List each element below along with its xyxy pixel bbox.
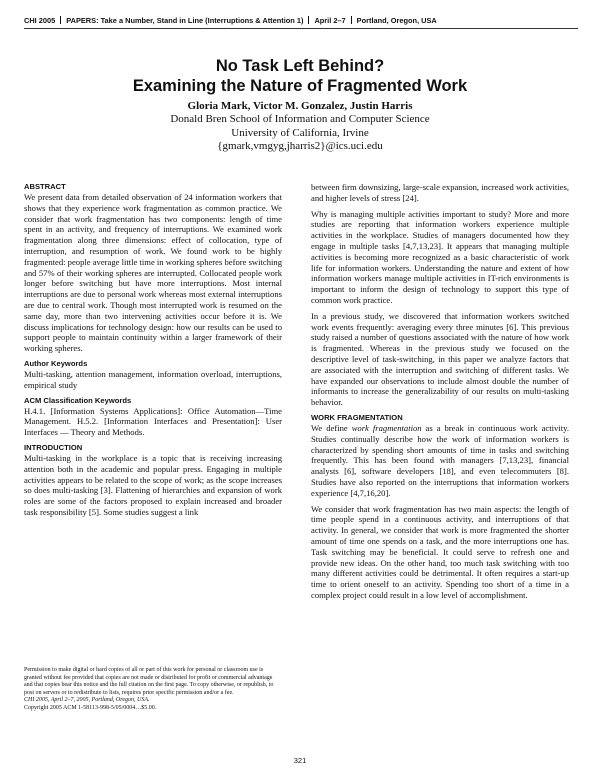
intro-text: Multi-tasking in the workplace is a topic that is receiving increasing attention both in the academic and popular press. Engaging in multiple activities appears to be related to the scope of work; as the scope increases so does multi-tasking [3]. Flattening of hierarchies and expansion of work roles are some of the factors proposed to explain increased and broader task responsibility [5]. Some studies suggest a link xyxy=(24,452,282,517)
keywords-heading: Author Keywords xyxy=(24,358,88,368)
header-section: PAPERS: Take a Number, Stand in Line (Interruptions & Attention 1) xyxy=(66,16,304,25)
page-number: 321 xyxy=(293,756,307,765)
header-separator xyxy=(60,16,61,24)
author-university: University of California, Irvine xyxy=(231,126,369,139)
author-school: Donald Bren School of Information and Computer Science xyxy=(170,113,430,126)
keywords-text: Multi-tasking, attention management, information overload, interruptions, empirical study xyxy=(24,368,282,390)
copyright-line: Copyright 2005 ACM 1-58113-998-5/05/0004…$5.00. xyxy=(24,704,157,711)
abstract-text: We present data from detailed observation of 24 information workers that shows that they experience work fragmentation as common practice. We consider that work fragmentation has two components: length of time spent in an activity, and frequency of interruptions. We examined work fragmentation along three dimensions: effect of collocation, type of interruption, and resumption of work. We found work to be highly fragmented: people average little time in working spheres before switching and 57% of their working spheres are interrupted. Collocated people work longer before switching but have more interruptions. Most internal interruptions are due to personal work whereas most external interruptions are due to central work. Though most interrupted work is resumed on the same day, more than two intervening activities occur before it is. We discuss implications for technology design: how our results can be used to support people to maintain continuity within a larger framework of their working spheres. xyxy=(24,192,282,354)
intro-heading: INTRODUCTION xyxy=(24,442,83,452)
header-conference: CHI 2005 xyxy=(24,16,56,25)
acm-heading: ACM Classification Keywords xyxy=(24,395,132,405)
author-names: Gloria Mark, Victor M. Gonzalez, Justin Harris xyxy=(187,100,413,112)
text-run: We define xyxy=(311,422,352,433)
paragraph: We consider that work fragmentation has two main aspects: the length of time people spend in a continuous activity, and interruptions of that activity. In general, we consider that work is more fragmented the shorter amount of time one spends on a task, and the more interruptions one has. Task switching may be beneficial. It could serve to refresh one and provide new ideas. On the other hand, too much task switching with too many different activities could be detrimental. It often requires a start-up time to orient oneself to an activity. Spending too short of a time in a complex project could result in a low level of accomplishment. xyxy=(311,503,569,600)
right-column xyxy=(311,182,569,606)
acm-text: H.4.1. [Information Systems Applications]: Office Automation—Time Management. H.5.2. [Information Interfaces and Presentation]: User Interfaces — Theory and Methods. xyxy=(24,405,282,438)
abstract-heading: ABSTRACT xyxy=(24,182,66,191)
header-separator xyxy=(308,16,309,24)
paper-title-line-1: No Task Left Behind? xyxy=(215,57,385,75)
header-rule xyxy=(24,28,578,29)
header-location: Portland, Oregon, USA xyxy=(356,16,437,25)
emphasized-term: work fragmentation xyxy=(351,422,422,433)
running-header xyxy=(24,16,578,25)
author-block xyxy=(0,100,600,154)
paper-title-line-2: Examining the Nature of Fragmented Work xyxy=(132,77,468,95)
header-separator xyxy=(351,16,352,24)
paragraph: Why is managing multiple activities important to study? More and more studies are reporting that information workers experience multiple activities in the workplace. Studies of managers documented how they engage in multiple tasks [4,7,13,23]. It appears that managing multiple activities is becoming more recognized as a basic characteristic of work life for information workers. Understanding the nature and extent of how information workers manage multiple activities in IT-rich environments is important to inform the design of technology to support this type of common work practice. xyxy=(311,208,569,305)
paragraph: In a previous study, we discovered that information workers switched work events frequently: averaging every three minutes [6]. This previous study raised a number of questions associated with the nature of how work is fragmented. Whereas in the previous study we focused on the descriptive level of task-switching, in this paper we analyze factors that are associated with the interruption and switching of different tasks. We have expanded our observations to include almost double the number of informants to increase the generalizability of our results on multi-tasking behavior. xyxy=(311,310,569,408)
paragraph xyxy=(311,423,569,499)
copyright-permission: Permission to make digital or hard copies of all or part of this work for personal or classroom use is granted without fee provided that copies are not made or distributed for profit or commercial advantage and that copies bear this notice and the full citation on the first page. To copy otherwise, or republish, to post on servers or to redistribute to lists, requires prior specific permission and/or a fee. xyxy=(24,667,274,696)
copyright-conference: CHI 2005, April 2–7, 2005, Portland, Oregon, USA. xyxy=(24,697,150,704)
left-column xyxy=(24,182,282,523)
header-date: April 2–7 xyxy=(314,16,346,25)
text-run: as a break in continuous work activity. Studies continually describe how the work of information workers is characterized by spending short amounts of time in tasks and switching frequently. This has been found with managers [7,13,23], financial analysts [6], software developers [18], and even telecommuters [8]. Studies have also reported on the interruptions that information workers experience [4,7,16,20]. xyxy=(311,422,569,498)
copyright-notice xyxy=(24,667,282,713)
paragraph: between firm downsizing, large-scale expansion, increased work activities, and higher levels of stress [24]. xyxy=(311,182,569,203)
work-fragmentation-heading: WORK FRAGMENTATION xyxy=(311,412,403,422)
author-email: {gmark,vmgyg,jharris2}@ics.uci.edu xyxy=(217,140,383,153)
